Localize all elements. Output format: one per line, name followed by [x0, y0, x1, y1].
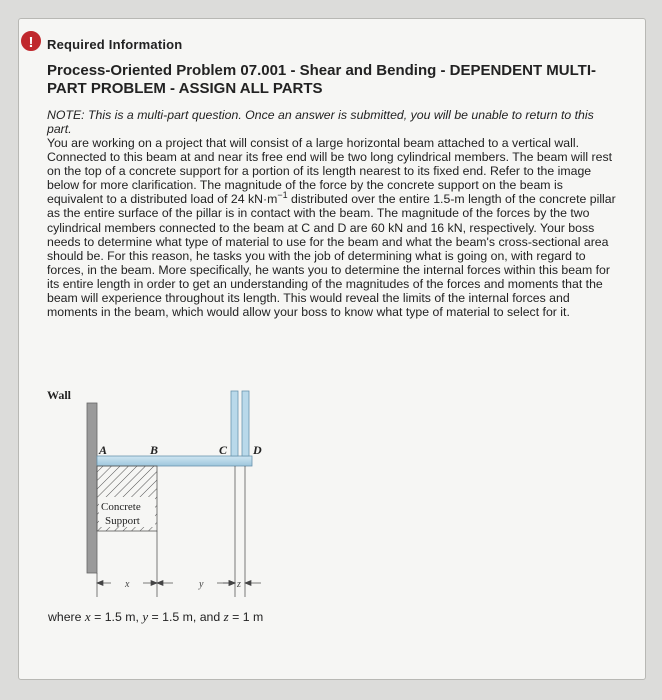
dimension-z — [223, 581, 261, 586]
caption-y-val: = 1.5 m, and — [148, 610, 224, 624]
multi-part-note: NOTE: This is a multi-part question. Once an answer is submitted, you will be unable to return to this part. — [47, 108, 594, 136]
point-d-label: D — [253, 443, 262, 457]
question-card — [18, 18, 646, 680]
dimension-caption — [48, 609, 263, 625]
required-information-heading: Required Information — [47, 37, 183, 52]
problem-text-after: distributed over the entire 1.5-m length of the concrete pillar as the entire surface of the pillar is in contact with the beam. The magnitude of the forces by the two cylindrical members connected to the beam at C and D are 60 kN and 16 kN, respectively. Your boss needs to determine what type of material to use for the beam and what the beam's cross-sectional area should be. For this reason, he tasks you with the job of determining what is going on, with regard to forces, in the beam. More specifically, he wants you to determine the internal forces within this beam for its entire length in order to get an understanding of the magnitudes of the forces and moments that the beam will experience throughout its length. This would reveal the limits of the internal forces and moments in the beam, which would allow your boss to know what type of material to select for it. — [47, 192, 616, 320]
exponent: −1 — [277, 190, 288, 201]
caption-z-val: = 1 m — [228, 610, 264, 624]
wall-label: Wall — [47, 388, 72, 402]
problem-text-before: You are working on a project that will consist of a large horizontal beam attached to a vertical wall. Connected to this beam at and near its free end will be two long cylindrical members. The beam will rest on the top of a concrete support for a portion of its length nearest to its fixed end. Refer to the image below for more clarification. The magnitude of the force by the concrete support on the beam is equivalent to a distributed load of 24 kN·m — [47, 136, 613, 207]
member-d — [242, 391, 249, 456]
caption-z-var: z — [223, 609, 229, 624]
beam-diagram — [39, 377, 279, 602]
point-c-label: C — [219, 443, 228, 457]
dim-y-label: y — [199, 579, 204, 590]
point-b-label: B — [150, 443, 159, 457]
caption-x-val: = 1.5 m, — [90, 610, 143, 624]
problem-statement — [47, 136, 619, 319]
point-a-label: A — [99, 443, 108, 457]
alert-icon: ! — [19, 29, 43, 53]
problem-title: Process-Oriented Problem 07.001 - Shear and Bending - DEPENDENT MULTI-PART PROBLEM - ASSIGN ALL PARTS — [47, 62, 597, 97]
question-content — [47, 37, 619, 319]
dim-x-label: x — [125, 579, 130, 590]
caption-prefix: where — [48, 610, 85, 624]
caption-x-var: x — [84, 609, 91, 624]
member-c — [231, 391, 238, 456]
caption-y-var: y — [142, 609, 149, 624]
beam — [97, 456, 252, 466]
wall — [87, 403, 97, 573]
support-label-2: Support — [105, 515, 140, 527]
support-label-1: Concrete — [101, 501, 141, 513]
dim-z-label: z — [237, 579, 241, 590]
